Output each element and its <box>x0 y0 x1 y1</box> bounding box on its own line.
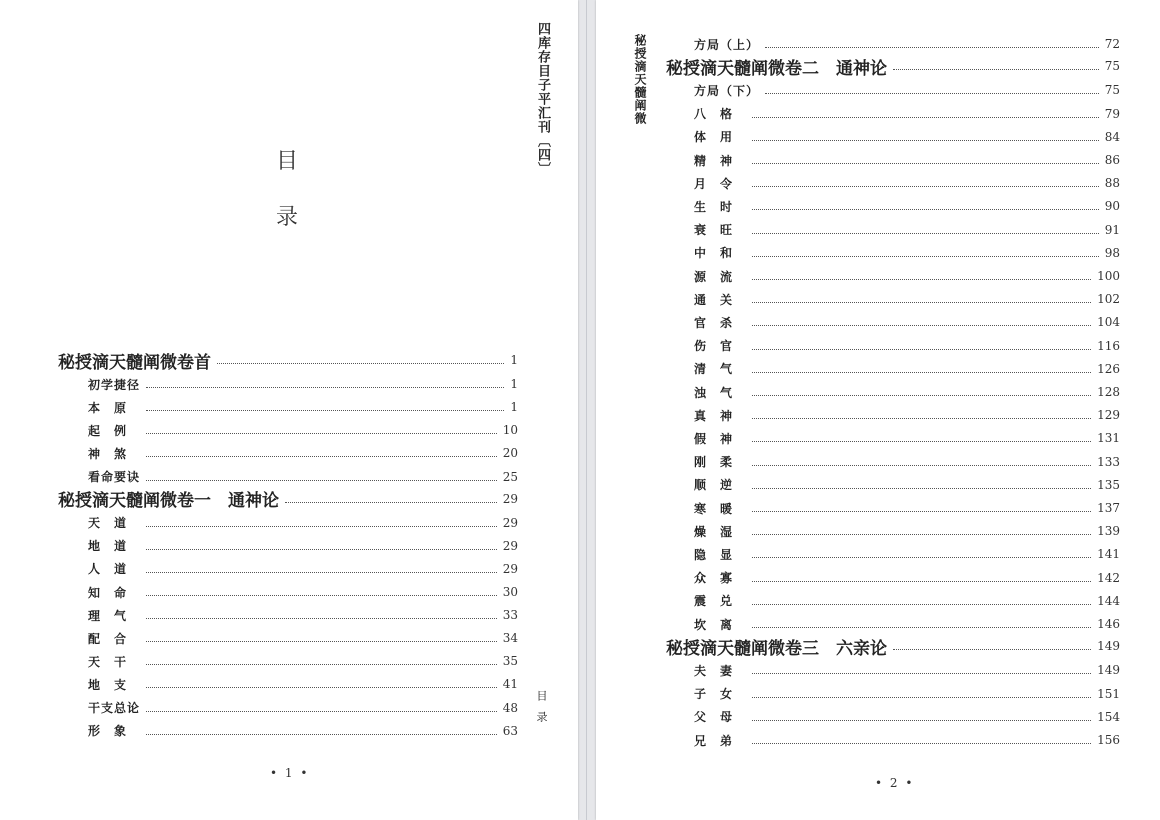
dot-leader <box>893 648 1091 650</box>
toc-entry-label: 地支 <box>88 677 141 692</box>
toc-entry-label: 知命 <box>88 585 141 600</box>
toc-entry[interactable] <box>88 558 518 580</box>
toc-page-number: 100 <box>1097 269 1120 283</box>
dot-leader <box>752 696 1091 698</box>
toc-entry-label: 浊气 <box>694 385 747 400</box>
dot-leader <box>146 710 497 712</box>
toc-entry[interactable] <box>88 466 518 488</box>
dot-leader <box>752 278 1091 280</box>
toc-entry-label: 初学捷径 <box>88 377 141 392</box>
toc-entry-label: 震兑 <box>694 594 747 609</box>
toc-page-number: 75 <box>1104 83 1120 98</box>
dot-leader <box>146 733 497 735</box>
toc-entry-label: 隐显 <box>694 547 747 562</box>
toc-entry[interactable] <box>694 543 1120 565</box>
toc-entry[interactable] <box>88 512 518 534</box>
toc-entry[interactable] <box>694 567 1120 589</box>
toc-page-number: 29 <box>502 515 518 530</box>
toc-entry[interactable] <box>88 673 518 695</box>
toc-section-heading[interactable] <box>666 53 1120 79</box>
toc-entry[interactable] <box>694 311 1120 333</box>
toc-page-number: 84 <box>1104 129 1120 144</box>
dot-leader <box>752 348 1091 350</box>
dot-leader <box>752 742 1091 744</box>
toc-page-number: 33 <box>502 608 518 623</box>
toc-entry-label: 人道 <box>88 562 141 577</box>
toc-page-number: 146 <box>1097 617 1120 631</box>
toc-entry[interactable] <box>88 396 518 418</box>
toc-entry-label: 方局（下） <box>694 83 760 98</box>
toc-page-number: 102 <box>1097 292 1120 307</box>
toc-entry[interactable] <box>88 720 518 742</box>
toc-entry[interactable] <box>694 729 1120 751</box>
toc-section-heading[interactable] <box>666 633 1120 659</box>
side-tab: 目录 <box>535 690 548 732</box>
toc-entry-label: 方局（上） <box>694 37 760 52</box>
toc-page-number: 135 <box>1097 477 1120 492</box>
toc-page-number: 29 <box>502 561 518 576</box>
toc-entry-label: 月令 <box>694 176 747 191</box>
dot-leader <box>752 603 1091 605</box>
toc-entry-label: 理气 <box>88 608 141 623</box>
dot-leader <box>146 594 497 596</box>
toc-title-top: 目 <box>276 149 299 174</box>
toc-entry[interactable] <box>694 659 1120 681</box>
dot-leader <box>752 371 1091 373</box>
toc-entry-label: 秘授滴天髓阐微卷二 通神论 <box>666 58 887 79</box>
toc-page-number: 1 <box>510 377 518 392</box>
toc-title-bottom: 录 <box>276 205 299 230</box>
toc-page-number: 91 <box>1104 222 1120 237</box>
toc-entry-label: 秘授滴天髓阐微卷三 六亲论 <box>666 638 887 659</box>
dot-leader <box>752 255 1099 257</box>
toc-entry[interactable] <box>88 373 518 395</box>
toc-entry[interactable] <box>694 590 1120 612</box>
dot-leader <box>752 533 1091 535</box>
dot-leader <box>752 116 1099 118</box>
running-head: 四库存目子平汇刊〔四〕 <box>535 22 550 176</box>
toc-page-number: 141 <box>1097 547 1120 562</box>
toc-entry-label: 子女 <box>694 687 747 702</box>
toc-entry[interactable] <box>694 149 1120 171</box>
toc-entry[interactable] <box>88 697 518 719</box>
toc-entry[interactable] <box>694 172 1120 194</box>
toc-entry[interactable] <box>88 581 518 603</box>
toc-entry[interactable] <box>88 442 518 464</box>
toc-entry-label: 衰旺 <box>694 223 747 238</box>
toc-entry-label: 天道 <box>88 516 141 531</box>
page-gutter <box>586 0 587 820</box>
toc-page-number: 20 <box>502 446 518 461</box>
toc-page-number: 126 <box>1097 361 1120 376</box>
dot-leader <box>752 185 1099 187</box>
dot-leader <box>752 394 1091 396</box>
toc-entry-label: 伤官 <box>694 339 747 354</box>
toc-page-number: 139 <box>1097 524 1120 539</box>
toc-entry-label: 众寡 <box>694 571 747 586</box>
toc-entry-label: 神煞 <box>88 446 141 461</box>
toc-entry-label: 八格 <box>694 107 747 122</box>
dot-leader <box>752 324 1091 326</box>
dot-leader <box>146 571 497 573</box>
toc-page-number: 10 <box>502 423 518 438</box>
toc-page-number: 34 <box>502 631 518 646</box>
page-number: • 1 • <box>270 766 310 780</box>
toc-entry[interactable] <box>694 451 1120 473</box>
toc-entry[interactable] <box>694 404 1120 426</box>
toc-entry-label: 秘授滴天髓阐微卷一 通神论 <box>58 491 279 512</box>
dot-leader <box>146 386 504 388</box>
dot-leader <box>752 139 1099 141</box>
toc-entry-label: 假神 <box>694 431 747 446</box>
toc-entry-label: 体用 <box>694 130 747 145</box>
toc-entry[interactable] <box>694 613 1120 635</box>
toc-page-number: 48 <box>502 700 518 715</box>
dot-leader <box>752 626 1091 628</box>
toc-entry-label: 官杀 <box>694 315 747 330</box>
dot-leader <box>146 663 497 665</box>
toc-page-number: 137 <box>1097 501 1120 515</box>
toc-entry[interactable] <box>694 242 1120 264</box>
toc-page-number: 75 <box>1104 59 1120 74</box>
toc-page-number: 104 <box>1097 315 1120 330</box>
toc-section-heading[interactable] <box>58 486 518 512</box>
toc-entry-label: 本原 <box>88 400 141 415</box>
toc-page-number: 129 <box>1097 408 1120 423</box>
toc-entry-label: 中和 <box>694 246 747 261</box>
toc-entry[interactable] <box>88 627 518 649</box>
toc-entry-label: 精神 <box>694 153 747 168</box>
dot-leader <box>752 162 1099 164</box>
dot-leader <box>752 232 1099 234</box>
toc-entry-label: 地道 <box>88 539 141 554</box>
toc-page-number: 128 <box>1097 385 1120 399</box>
toc-entry-label: 起例 <box>88 423 141 438</box>
dot-leader <box>765 46 1099 48</box>
toc-page-number: 25 <box>502 469 518 484</box>
dot-leader <box>752 301 1091 303</box>
dot-leader <box>752 464 1091 466</box>
toc-entry-label: 秘授滴天髓阐微卷首 <box>58 352 211 373</box>
toc-page-number: 131 <box>1097 431 1120 446</box>
toc-entry-label: 真神 <box>694 408 747 423</box>
toc-entry[interactable] <box>694 103 1120 125</box>
toc-entry-label: 生时 <box>694 199 747 214</box>
toc-entry[interactable] <box>694 33 1120 55</box>
dot-leader <box>146 548 497 550</box>
toc-entry[interactable] <box>694 497 1120 519</box>
toc-page-number: 79 <box>1104 106 1120 121</box>
toc-page-number: 35 <box>502 654 518 669</box>
dot-leader <box>752 556 1091 558</box>
toc-entry[interactable] <box>694 474 1120 496</box>
page-number: • 2 • <box>875 776 915 790</box>
running-head: 秘授滴天髓阐微 <box>633 34 647 125</box>
toc-page-number: 41 <box>502 677 518 692</box>
toc-page-number: 88 <box>1104 176 1120 191</box>
dot-leader <box>893 68 1099 70</box>
toc-page-number: 144 <box>1097 593 1120 608</box>
dot-leader <box>146 409 504 411</box>
dot-leader <box>146 455 497 457</box>
toc-entry-label: 夫妻 <box>694 663 747 678</box>
dot-leader <box>285 501 497 503</box>
dot-leader <box>752 417 1091 419</box>
dot-leader <box>752 208 1099 210</box>
toc-page-number: 1 <box>510 400 518 415</box>
toc-page-number: 154 <box>1097 709 1120 724</box>
toc-entry[interactable] <box>694 219 1120 241</box>
toc-entry[interactable] <box>694 520 1120 542</box>
toc-entry-label: 刚柔 <box>694 455 747 470</box>
toc-entry[interactable] <box>694 381 1120 403</box>
toc-entry[interactable] <box>88 535 518 557</box>
toc-entry-label: 父母 <box>694 710 747 725</box>
toc-page-number: 149 <box>1097 639 1120 654</box>
toc-entry[interactable] <box>694 683 1120 705</box>
toc-entry[interactable] <box>694 265 1120 287</box>
toc-page-number: 90 <box>1104 199 1120 214</box>
dot-leader <box>752 580 1091 582</box>
dot-leader <box>752 672 1091 674</box>
toc-page-number: 98 <box>1104 245 1120 260</box>
toc-entry-label: 兄弟 <box>694 733 747 748</box>
toc-entry-label: 燥湿 <box>694 524 747 539</box>
toc-entry-label: 通关 <box>694 292 747 307</box>
toc-entry-label: 看命要诀 <box>88 470 141 484</box>
toc-entry-label: 顺逆 <box>694 478 747 493</box>
toc-page-number: 156 <box>1097 733 1120 747</box>
dot-leader <box>146 525 497 527</box>
toc-entry[interactable] <box>694 358 1120 380</box>
toc-page-number: 29 <box>502 538 518 553</box>
dot-leader <box>752 510 1091 512</box>
toc-entry-label: 坎离 <box>694 617 747 632</box>
toc-entry[interactable] <box>694 126 1120 148</box>
toc-entry[interactable] <box>88 650 518 672</box>
toc-page-number: 63 <box>502 723 518 738</box>
dot-leader <box>752 719 1091 721</box>
dot-leader <box>146 686 497 688</box>
toc-page-right <box>596 0 1160 820</box>
toc-entry[interactable] <box>694 427 1120 449</box>
dot-leader <box>752 440 1091 442</box>
toc-entry-label: 清气 <box>694 362 747 377</box>
dot-leader <box>765 92 1099 94</box>
dot-leader <box>146 479 497 481</box>
toc-entry[interactable] <box>88 419 518 441</box>
toc-entry-label: 形象 <box>88 724 141 739</box>
toc-entry[interactable] <box>694 195 1120 217</box>
toc-section-heading[interactable] <box>58 347 518 373</box>
toc-entry-label: 寒暖 <box>694 501 747 516</box>
dot-leader <box>752 487 1091 489</box>
dot-leader <box>146 432 497 434</box>
toc-entry[interactable] <box>694 288 1120 310</box>
toc-entry-label: 配合 <box>88 631 141 646</box>
toc-page-left <box>0 0 578 820</box>
toc-page-number: 86 <box>1104 153 1120 167</box>
toc-entry[interactable] <box>694 706 1120 728</box>
toc-entry[interactable] <box>694 79 1120 101</box>
toc-page-number: 133 <box>1097 454 1120 469</box>
toc-entry-label: 源流 <box>694 269 747 284</box>
toc-page-number: 72 <box>1104 37 1120 51</box>
toc-page-number: 116 <box>1097 338 1120 353</box>
dot-leader <box>217 362 504 364</box>
dot-leader <box>146 617 497 619</box>
toc-page-number: 1 <box>510 353 518 367</box>
toc-page-number: 30 <box>502 585 518 599</box>
toc-entry[interactable] <box>88 604 518 626</box>
dot-leader <box>146 640 497 642</box>
toc-entry-label: 干支总论 <box>88 701 141 715</box>
toc-page-number: 29 <box>502 491 518 506</box>
toc-entry-label: 天干 <box>88 654 141 669</box>
toc-entry[interactable] <box>694 335 1120 357</box>
toc-page-number: 142 <box>1097 570 1120 585</box>
toc-page-number: 151 <box>1097 686 1120 701</box>
toc-page-number: 149 <box>1097 663 1120 678</box>
